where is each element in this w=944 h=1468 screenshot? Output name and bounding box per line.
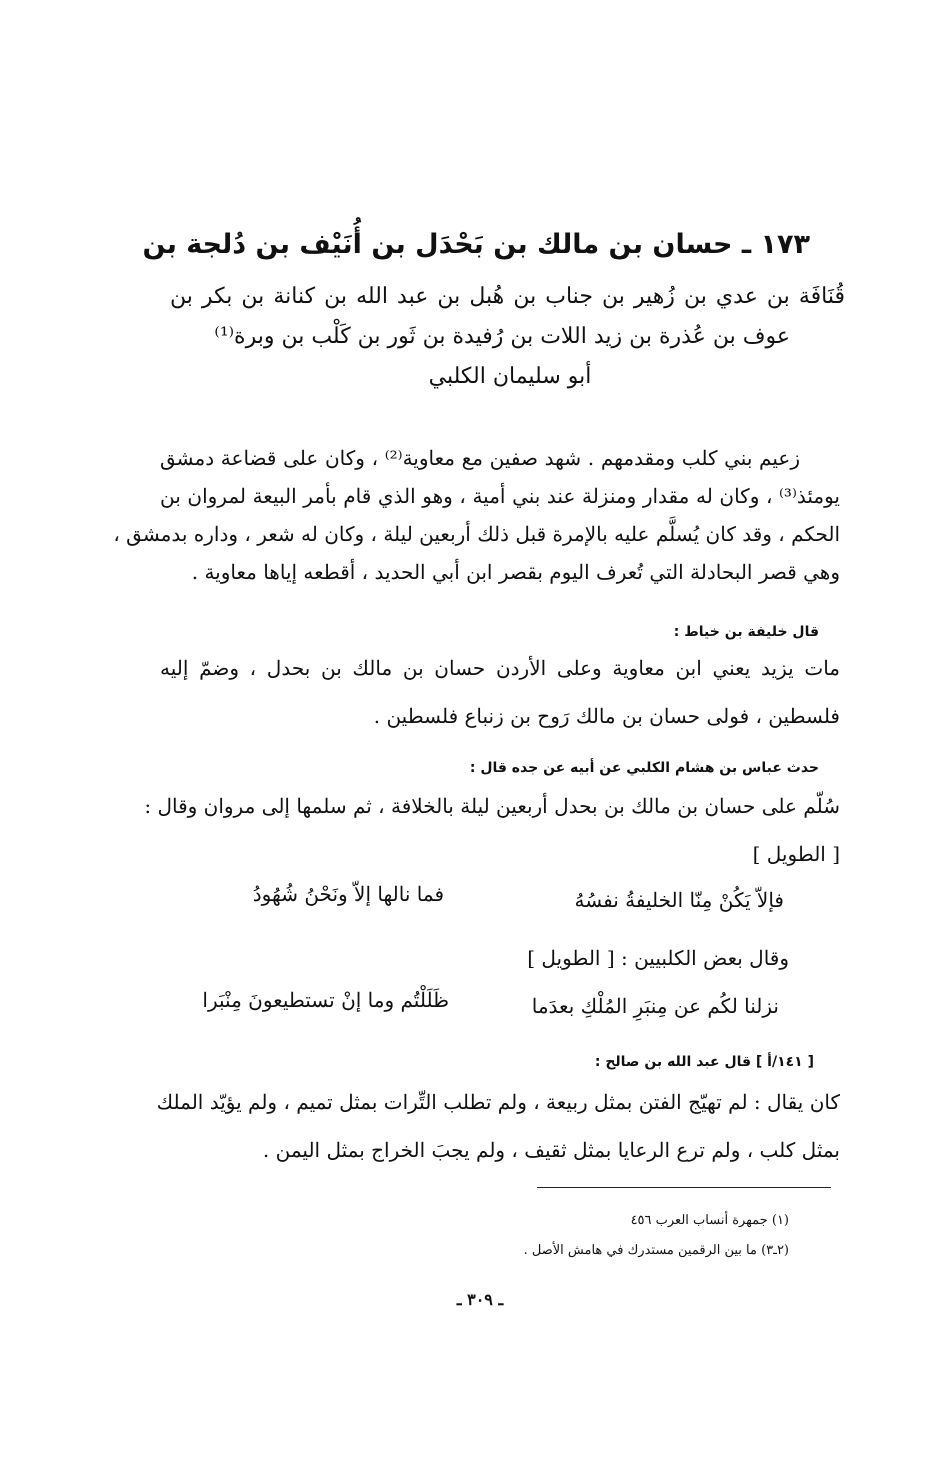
paragraph-line: كان يقال : لم تهيّج الفتن بمثل ربيعة ، ولم تطلب التِّرات بمثل تميم ، ولم يؤيّد الملك xyxy=(156,1090,840,1114)
section-heading: وقال بعض الكلبيين : [ الطويل ] xyxy=(527,946,789,970)
paragraph-line: فلسطين ، فولى حسان بن مالك رَوح بن زنباع فلسطين . xyxy=(373,704,840,728)
paragraph-line: مات يزيد يعني ابن معاوية وعلى الأردن حسان بن مالك بن بحدل ، وضمّ إليه xyxy=(160,656,840,680)
paragraph-line: الحكم ، وقد كان يُسلَّم عليه بالإمرة قبل ذلك أربعين ليلة ، وكان له شعر ، وداره بدمشق ، xyxy=(113,522,840,546)
lineage-line: قُنَافَة بن عدي بن زُهير بن جناب بن هُبل بن عبد الله بن كنانة بن بكر بن xyxy=(170,284,845,309)
section-heading: حدث عباس بن هشام الكلبي عن أبيه عن جده قال : xyxy=(469,760,819,776)
paragraph-line: زعيم بني كلب ومقدمهم . شهد صفين مع معاوية⁽²⁾ ، وكان على قضاعة دمشق xyxy=(160,446,800,470)
verse-second-hemistich: ظَلَلْتُم وما إنْ تستطيعونَ مِنْبَرا xyxy=(202,988,449,1012)
entry-title: ١٧٣ ـ حسان بن مالك بن بَحْدَل بن أُنَيْف بن دُلجة بن xyxy=(142,229,810,260)
paragraph-line: سُلّم على حسان بن مالك بن بحدل أربعين ليلة بالخلافة ، ثم سلمها إلى مروان وقال : xyxy=(144,794,840,818)
paragraph-line: يومئذ⁽³⁾ ، وكان له مقدار ومنزلة عند بني أمية ، وهو الذي قام بأمر البيعة لمروان بن xyxy=(160,484,840,508)
paragraph-line: بمثل كلب ، ولم ترع الرعايا بمثل ثقيف ، ولم يجبَ الخراج بمثل اليمن . xyxy=(262,1138,840,1162)
meter-label: [ الطويل ] xyxy=(752,842,840,866)
verse-first-hemistich: فإلاّ يَكُنْ مِنّا الخليفةُ نفسُهُ xyxy=(574,888,784,912)
verse-second-hemistich: فما نالها إلاّ ونَحْنُ شُهُودُ xyxy=(252,882,444,906)
footnote: (١) جمهرة أنساب العرب ٤٥٦ xyxy=(630,1213,789,1228)
paragraph-line: وهي قصر البحادلة التي تُعرف اليوم بقصر ابن أبي الحديد ، أقطعه إياها معاوية . xyxy=(191,560,840,584)
kunya-line: أبو سليمان الكلبي xyxy=(428,364,592,389)
verse-first-hemistich: نزلنا لكُم عن مِنبَرِ المُلْكِ بعدَما xyxy=(531,994,779,1018)
footnote: (٢ـ٣) ما بين الرقمين مستدرك في هامش الأصل . xyxy=(523,1243,789,1258)
footnote-divider xyxy=(537,1187,831,1188)
section-heading: قال خليفة بن خياط : xyxy=(673,624,819,640)
section-heading: [ ١٤١/أ ] قال عبد الله بن صالح : xyxy=(594,1054,814,1070)
lineage-line: عوف بن عُذرة بن زيد اللات بن رُفيدة بن ثَور بن كَلْب بن وبرة⁽¹⁾ xyxy=(214,324,790,349)
page-number: ـ ٣٠٩ ـ xyxy=(456,1290,504,1309)
